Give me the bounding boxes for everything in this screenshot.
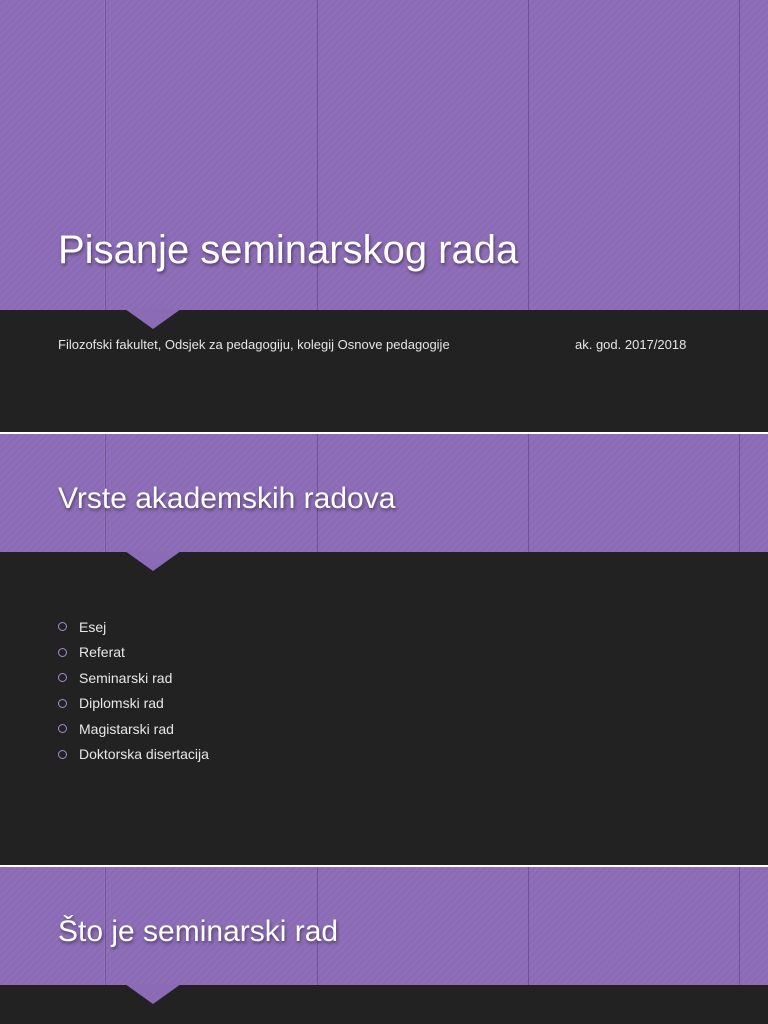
title-band	[0, 434, 768, 552]
list-item: Esej	[58, 614, 209, 640]
circle-bullet-icon	[58, 699, 67, 708]
slide-title: Što je seminarski rad	[58, 915, 339, 948]
circle-bullet-icon	[58, 648, 67, 657]
academic-year: ak. god. 2017/2018	[575, 337, 687, 352]
circle-bullet-icon	[58, 750, 67, 759]
slide-subtitle: Filozofski fakultet, Odsjek za pedagogiju, kolegij Osnove pedagogije	[58, 337, 450, 352]
circle-bullet-icon	[58, 673, 67, 682]
list-item: Diplomski rad	[58, 691, 209, 717]
slide-3	[0, 867, 768, 1024]
band-notch	[125, 551, 181, 571]
slide-1	[0, 0, 768, 432]
title-band	[0, 0, 768, 310]
circle-bullet-icon	[58, 622, 67, 631]
title-band	[0, 867, 768, 985]
list-item: Seminarski rad	[58, 665, 209, 691]
band-notch	[125, 984, 181, 1004]
list-item: Doktorska disertacija	[58, 742, 209, 768]
slide-title: Pisanje seminarskog rada	[58, 228, 519, 272]
band-notch	[125, 309, 181, 329]
circle-bullet-icon	[58, 724, 67, 733]
slide-title: Vrste akademskih radova	[58, 482, 396, 515]
list-item: Referat	[58, 640, 209, 666]
bullet-list	[58, 614, 209, 767]
list-item: Magistarski rad	[58, 716, 209, 742]
